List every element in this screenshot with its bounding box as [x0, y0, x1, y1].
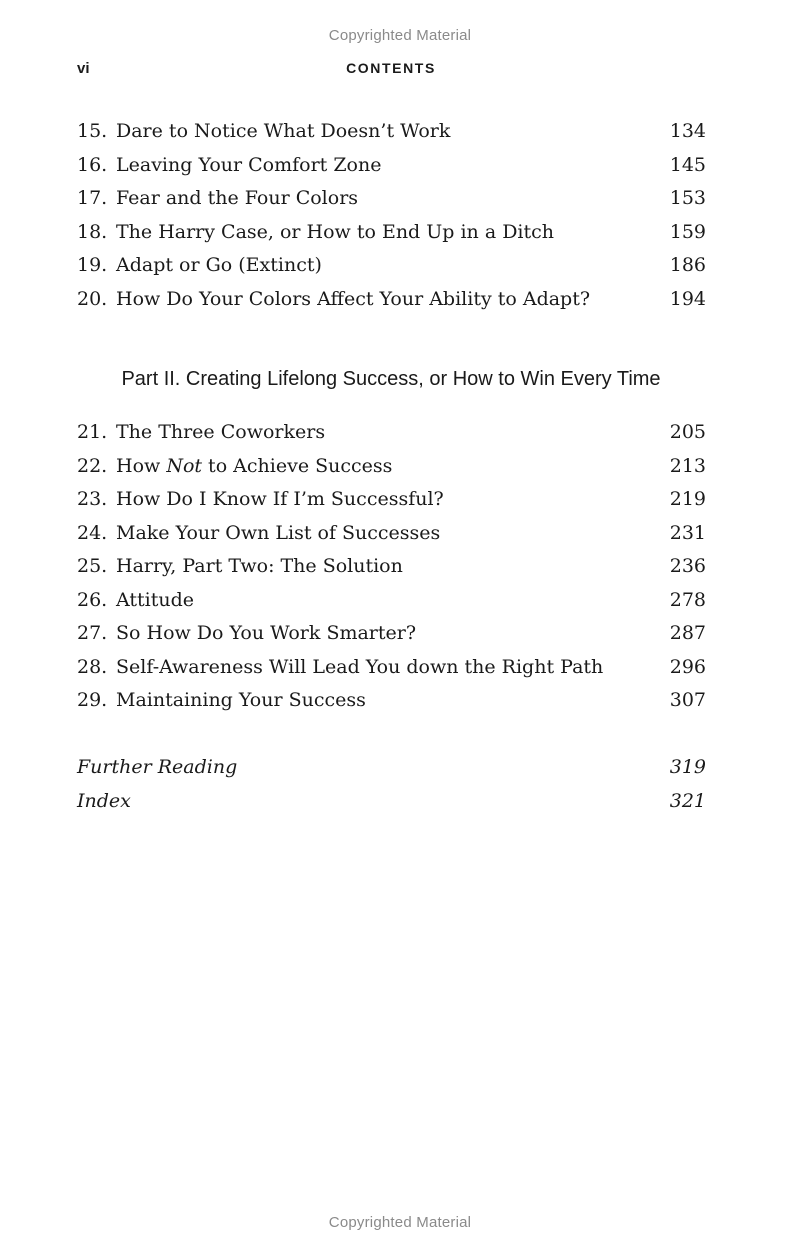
chapter-number: 19. — [77, 254, 108, 276]
chapter-number: 24. — [77, 521, 108, 544]
toc-entry[interactable] — [77, 553, 706, 587]
toc-back-matter — [77, 754, 706, 821]
chapter-page: 219 — [669, 488, 706, 510]
chapter-title: How Do Your Colors Affect Your Ability to Adapt? — [116, 287, 591, 310]
toc-entry[interactable] — [77, 419, 706, 453]
chapter-title: Attitude — [116, 588, 195, 611]
chapter-page: 134 — [669, 120, 706, 142]
chapter-number: 21. — [77, 421, 108, 443]
toc-entry-further-reading[interactable] — [77, 754, 706, 788]
chapter-number: 28. — [77, 655, 108, 678]
chapter-number: 20. — [77, 287, 108, 310]
toc-entry-index[interactable] — [77, 788, 706, 822]
chapter-title: Fear and the Four Colors — [116, 187, 359, 209]
toc-entry[interactable] — [77, 486, 706, 520]
toc-entry[interactable] — [77, 620, 706, 654]
part-two-heading[interactable]: Part II. Creating Lifelong Success, or How to Win Every Time — [121, 368, 661, 390]
toc-entry[interactable] — [77, 219, 706, 253]
chapter-page: 186 — [669, 254, 706, 276]
chapter-number: 16. — [77, 153, 108, 176]
chapter-page: 278 — [669, 588, 706, 611]
toc-entry[interactable] — [77, 185, 706, 219]
chapter-number: 29. — [77, 689, 108, 711]
chapter-page: 194 — [669, 287, 706, 310]
back-matter-title: Index — [77, 789, 131, 812]
copyright-watermark-top: Copyrighted Material — [328, 27, 472, 44]
toc-entry[interactable] — [77, 453, 706, 487]
toc-entry[interactable] — [77, 152, 706, 186]
page-folio: vi — [77, 60, 90, 77]
copyright-watermark-bottom: Copyrighted Material — [328, 1214, 472, 1231]
chapter-page: 159 — [669, 220, 706, 243]
chapter-title: So How Do You Work Smarter? — [116, 622, 417, 644]
chapter-page: 287 — [669, 622, 706, 644]
toc-entry[interactable] — [77, 118, 706, 152]
toc-entry[interactable] — [77, 587, 706, 621]
chapter-title-end: to Achieve Success — [202, 454, 393, 477]
running-head — [0, 60, 800, 80]
chapter-number: 27. — [77, 622, 108, 644]
chapter-page: 231 — [669, 521, 706, 544]
chapter-page: 236 — [669, 555, 706, 577]
chapter-number: 18. — [77, 220, 108, 243]
chapter-page: 213 — [669, 454, 706, 477]
chapter-number: 23. — [77, 488, 108, 510]
chapter-title: Self-Awareness Will Lead You down the Right Path — [116, 655, 604, 678]
chapter-title: How Do I Know If I’m Successful? — [116, 488, 444, 510]
chapter-title-emphasis: Not — [166, 454, 203, 477]
chapter-number: 26. — [77, 588, 108, 611]
back-matter-title: Further Reading — [77, 756, 238, 778]
back-matter-page: 319 — [669, 756, 706, 778]
toc-part-one-chapters — [77, 118, 706, 319]
chapter-page: 296 — [669, 655, 706, 678]
chapter-title: The Three Coworkers — [116, 421, 326, 443]
chapter-title: Dare to Notice What Doesn’t Work — [116, 120, 451, 142]
chapter-number: 22. — [77, 454, 108, 477]
toc-entry[interactable] — [77, 520, 706, 554]
toc-entry[interactable] — [77, 654, 706, 688]
toc-entry[interactable] — [77, 687, 706, 721]
chapter-page: 307 — [669, 689, 706, 711]
chapter-title: Maintaining Your Success — [116, 689, 366, 711]
chapter-title-start: How — [116, 454, 167, 477]
toc-entry[interactable] — [77, 286, 706, 320]
chapter-number: 15. — [77, 120, 108, 142]
toc-part-two-chapters — [77, 419, 706, 721]
chapter-title: Adapt or Go (Extinct) — [116, 254, 322, 276]
chapter-title: Leaving Your Comfort Zone — [116, 153, 382, 176]
running-head-title: CONTENTS — [346, 60, 436, 76]
chapter-page: 153 — [669, 187, 706, 209]
chapter-page: 145 — [669, 153, 706, 176]
chapter-number: 25. — [77, 555, 108, 577]
back-matter-page: 321 — [669, 789, 706, 812]
chapter-title: Make Your Own List of Successes — [116, 521, 441, 544]
chapter-title: Harry, Part Two: The Solution — [116, 555, 403, 577]
chapter-title — [116, 453, 392, 480]
chapter-title: The Harry Case, or How to End Up in a Ditch — [116, 220, 555, 243]
toc-entry[interactable] — [77, 252, 706, 286]
chapter-number: 17. — [77, 187, 108, 209]
chapter-page: 205 — [669, 421, 706, 443]
